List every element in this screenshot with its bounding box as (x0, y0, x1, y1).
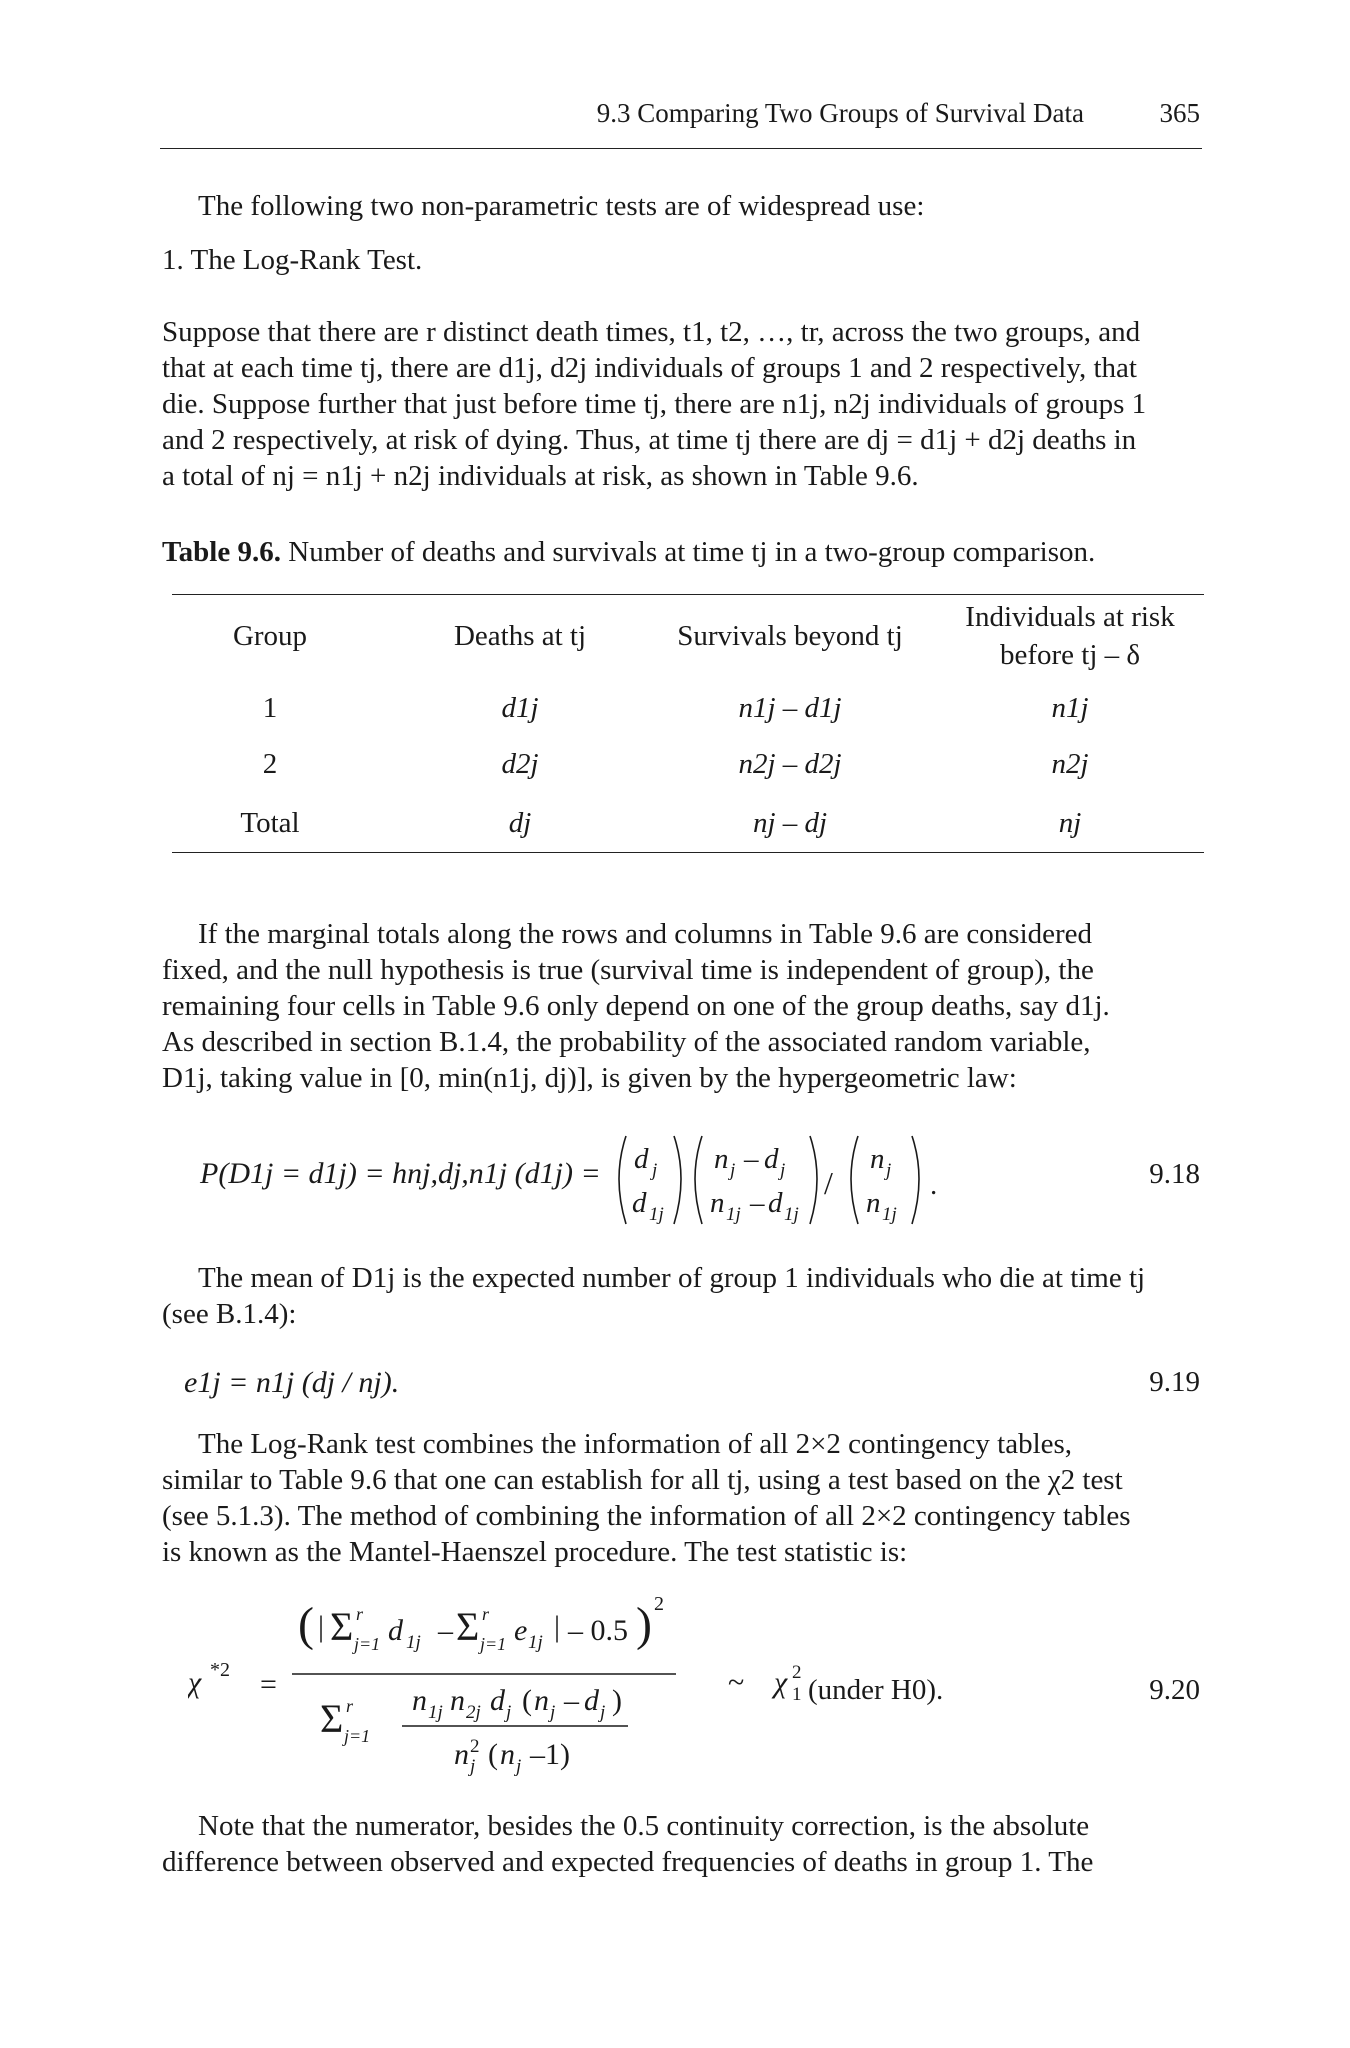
svg-text:j: j (550, 1702, 556, 1723)
paragraph-line: difference between observed and expected frequencies of deaths in group 1. The (162, 1846, 1094, 1878)
binomial-coefficients (612, 1128, 942, 1230)
svg-text:d: d (388, 1614, 403, 1647)
table-cell: n2j (1051, 748, 1089, 780)
svg-text:n: n (870, 1143, 885, 1175)
table-bottom-rule (172, 852, 1204, 853)
paragraph-line: die. Suppose further that just before time tj, there are n1j, n2j individuals of groups 1 (162, 388, 1147, 420)
svg-text:d: d (768, 1187, 783, 1219)
paragraph-line: (see B.1.4): (162, 1298, 297, 1330)
paragraph-line: The Log-Rank test combines the information of all 2×2 contingency tables, (198, 1428, 1073, 1460)
svg-text:1j: 1j (528, 1632, 543, 1653)
paragraph-line: is known as the Mantel-Haenszel procedure. The test statistic is: (162, 1536, 908, 1568)
svg-text:j=1: j=1 (480, 1634, 507, 1654)
svg-text:2: 2 (654, 1593, 664, 1615)
table-cell: 2 (262, 748, 278, 780)
svg-text:|: | (554, 1610, 561, 1643)
header-risk-line2: before tj – δ (999, 639, 1141, 671)
equation-number-9-18: 9.18 (1149, 1158, 1200, 1190)
svg-text:1j: 1j (406, 1632, 421, 1653)
svg-text:1: 1 (792, 1684, 802, 1705)
svg-text:e: e (514, 1614, 528, 1647)
svg-text:1j: 1j (784, 1204, 799, 1225)
svg-text:(: ( (488, 1738, 498, 1771)
table-cell: n1j (1051, 692, 1089, 724)
equation-number-9-19: 9.19 (1149, 1366, 1200, 1398)
header-survivals: Survivals beyond tj (677, 620, 903, 652)
paragraph-line: D1j, taking value in [0, min(n1j, dj)], is given by the hypergeometric law: (162, 1062, 1017, 1094)
svg-text:1j: 1j (428, 1702, 443, 1723)
svg-text:χ: χ (188, 1666, 202, 1699)
svg-text:n: n (866, 1187, 881, 1219)
table-cell: d1j (501, 692, 539, 724)
svg-text:2: 2 (792, 1662, 802, 1683)
svg-text:): ) (636, 1598, 652, 1651)
svg-text:Σ: Σ (320, 1696, 344, 1741)
paragraph-line: similar to Table 9.6 that one can establish for all tj, using a test based on the χ2 test (162, 1464, 1123, 1496)
table-cell: d2j (501, 748, 539, 780)
svg-text:j=1: j=1 (354, 1634, 381, 1654)
svg-text:j: j (516, 1756, 522, 1777)
svg-text:): ) (612, 1684, 622, 1717)
page-number: 365 (1159, 98, 1200, 128)
header-risk-line1: Individuals at risk (965, 601, 1175, 633)
table-cell: n1j – d1j (738, 692, 842, 724)
svg-text:d: d (764, 1143, 779, 1175)
svg-text:j: j (730, 1160, 736, 1181)
svg-text:d: d (490, 1684, 505, 1717)
svg-text:/: / (824, 1165, 833, 1201)
svg-text:|: | (318, 1610, 325, 1643)
svg-text:(: ( (522, 1684, 532, 1717)
table-cell: n2j – d2j (738, 748, 842, 780)
table-cell: dj (508, 807, 532, 839)
table-cell: 1 (262, 692, 278, 724)
svg-text:1j: 1j (882, 1204, 897, 1225)
list-item-log-rank: 1. The Log-Rank Test. (162, 244, 423, 276)
svg-text:–: – (564, 1684, 579, 1717)
table-cell: Total (240, 807, 300, 839)
running-header (160, 98, 1202, 149)
table-top-rule (172, 594, 1204, 595)
header-group: Group (232, 620, 308, 652)
svg-text:j: j (780, 1160, 786, 1181)
svg-text:1j: 1j (726, 1204, 741, 1225)
svg-text:r: r (482, 1604, 490, 1624)
svg-text:j=1: j=1 (344, 1726, 371, 1746)
svg-text:–: – (750, 1187, 765, 1219)
svg-text:n: n (710, 1187, 725, 1219)
intro-line: The following two non-parametric tests are of widespread use: (198, 190, 925, 222)
svg-text:n: n (450, 1684, 465, 1717)
paragraph-line: Note that the numerator, besides the 0.5 continuity correction, is the absolute (198, 1810, 1090, 1842)
svg-text:j: j (652, 1160, 658, 1181)
svg-text:2j: 2j (466, 1702, 481, 1723)
paragraph-line: As described in section B.1.4, the probability of the associated random variable, (162, 1026, 1091, 1058)
equation-9-19: e1j = n1j (dj / nj). (184, 1366, 400, 1399)
svg-text:*2: *2 (210, 1659, 230, 1681)
paragraph-line: Suppose that there are r distinct death times, t1, t2, …, tr, across the two groups, and (162, 316, 1141, 348)
svg-text:n: n (714, 1143, 729, 1175)
svg-text:j: j (886, 1160, 892, 1181)
svg-text:.: . (930, 1169, 938, 1201)
svg-text:~: ~ (728, 1666, 745, 1699)
table-caption (162, 536, 1095, 569)
header-deaths: Deaths at tj (453, 620, 587, 652)
svg-text:(: ( (298, 1598, 314, 1651)
table-cell: nj – dj (752, 807, 828, 839)
table-cell: nj (1058, 807, 1082, 839)
section-title: 9.3 Comparing Two Groups of Survival Data (596, 98, 1084, 128)
paragraph-line: and 2 respectively, at risk of dying. Thus, at time tj there are dj = d1j + d2j deaths in (162, 424, 1137, 456)
svg-text:r: r (356, 1604, 364, 1624)
svg-text:2: 2 (470, 1736, 480, 1757)
svg-text:j: j (506, 1702, 512, 1723)
svg-text:– 0.5: – 0.5 (568, 1614, 628, 1647)
paragraph-line: fixed, and the null hypothesis is true (survival time is independent of group), the (162, 954, 1094, 986)
svg-text:j: j (600, 1702, 606, 1723)
svg-text:–: – (744, 1143, 759, 1175)
binom-top: d (634, 1143, 649, 1175)
svg-text:Σ: Σ (330, 1604, 354, 1649)
equation-number-9-20: 9.20 (1149, 1674, 1200, 1706)
svg-text:–1): –1) (530, 1738, 570, 1771)
svg-text:d: d (584, 1684, 599, 1717)
paragraph-line: remaining four cells in Table 9.6 only depend on one of the group deaths, say d1j. (162, 990, 1110, 1022)
svg-text:1j: 1j (649, 1204, 664, 1225)
paragraph-line: a total of nj = n1j + n2j individuals at risk, as shown in Table 9.6. (162, 460, 919, 492)
svg-text:n: n (412, 1684, 427, 1717)
svg-text:χ: χ (774, 1666, 788, 1699)
svg-text:n: n (500, 1738, 515, 1771)
equation-9-20-rhs: (under H0). (808, 1674, 944, 1706)
paragraph-line: The mean of D1j is the expected number of group 1 individuals who die at time tj (198, 1262, 1146, 1294)
table-caption-label: Table 9.6. (162, 536, 281, 568)
svg-text:=: = (260, 1668, 277, 1701)
svg-text:d: d (632, 1187, 647, 1219)
paragraph-line: that at each time tj, there are d1j, d2j individuals of groups 1 and 2 respectively, that (162, 352, 1137, 384)
svg-text:n: n (534, 1684, 549, 1717)
svg-text:j: j (470, 1756, 476, 1777)
paragraph-line: (see 5.1.3). The method of combining the information of all 2×2 contingency tables (162, 1500, 1131, 1532)
equation-9-18-lhs: P(D1j = d1j) = hnj,dj,n1j (d1j) = (200, 1157, 601, 1190)
table-caption-text: Number of deaths and survivals at time tj in a two-group comparison. (281, 536, 1096, 568)
svg-text:n: n (454, 1738, 469, 1771)
svg-text:–: – (438, 1614, 453, 1647)
svg-text:r: r (346, 1696, 354, 1716)
svg-text:Σ: Σ (456, 1604, 480, 1649)
paragraph-line: If the marginal totals along the rows and columns in Table 9.6 are considered (198, 918, 1093, 950)
